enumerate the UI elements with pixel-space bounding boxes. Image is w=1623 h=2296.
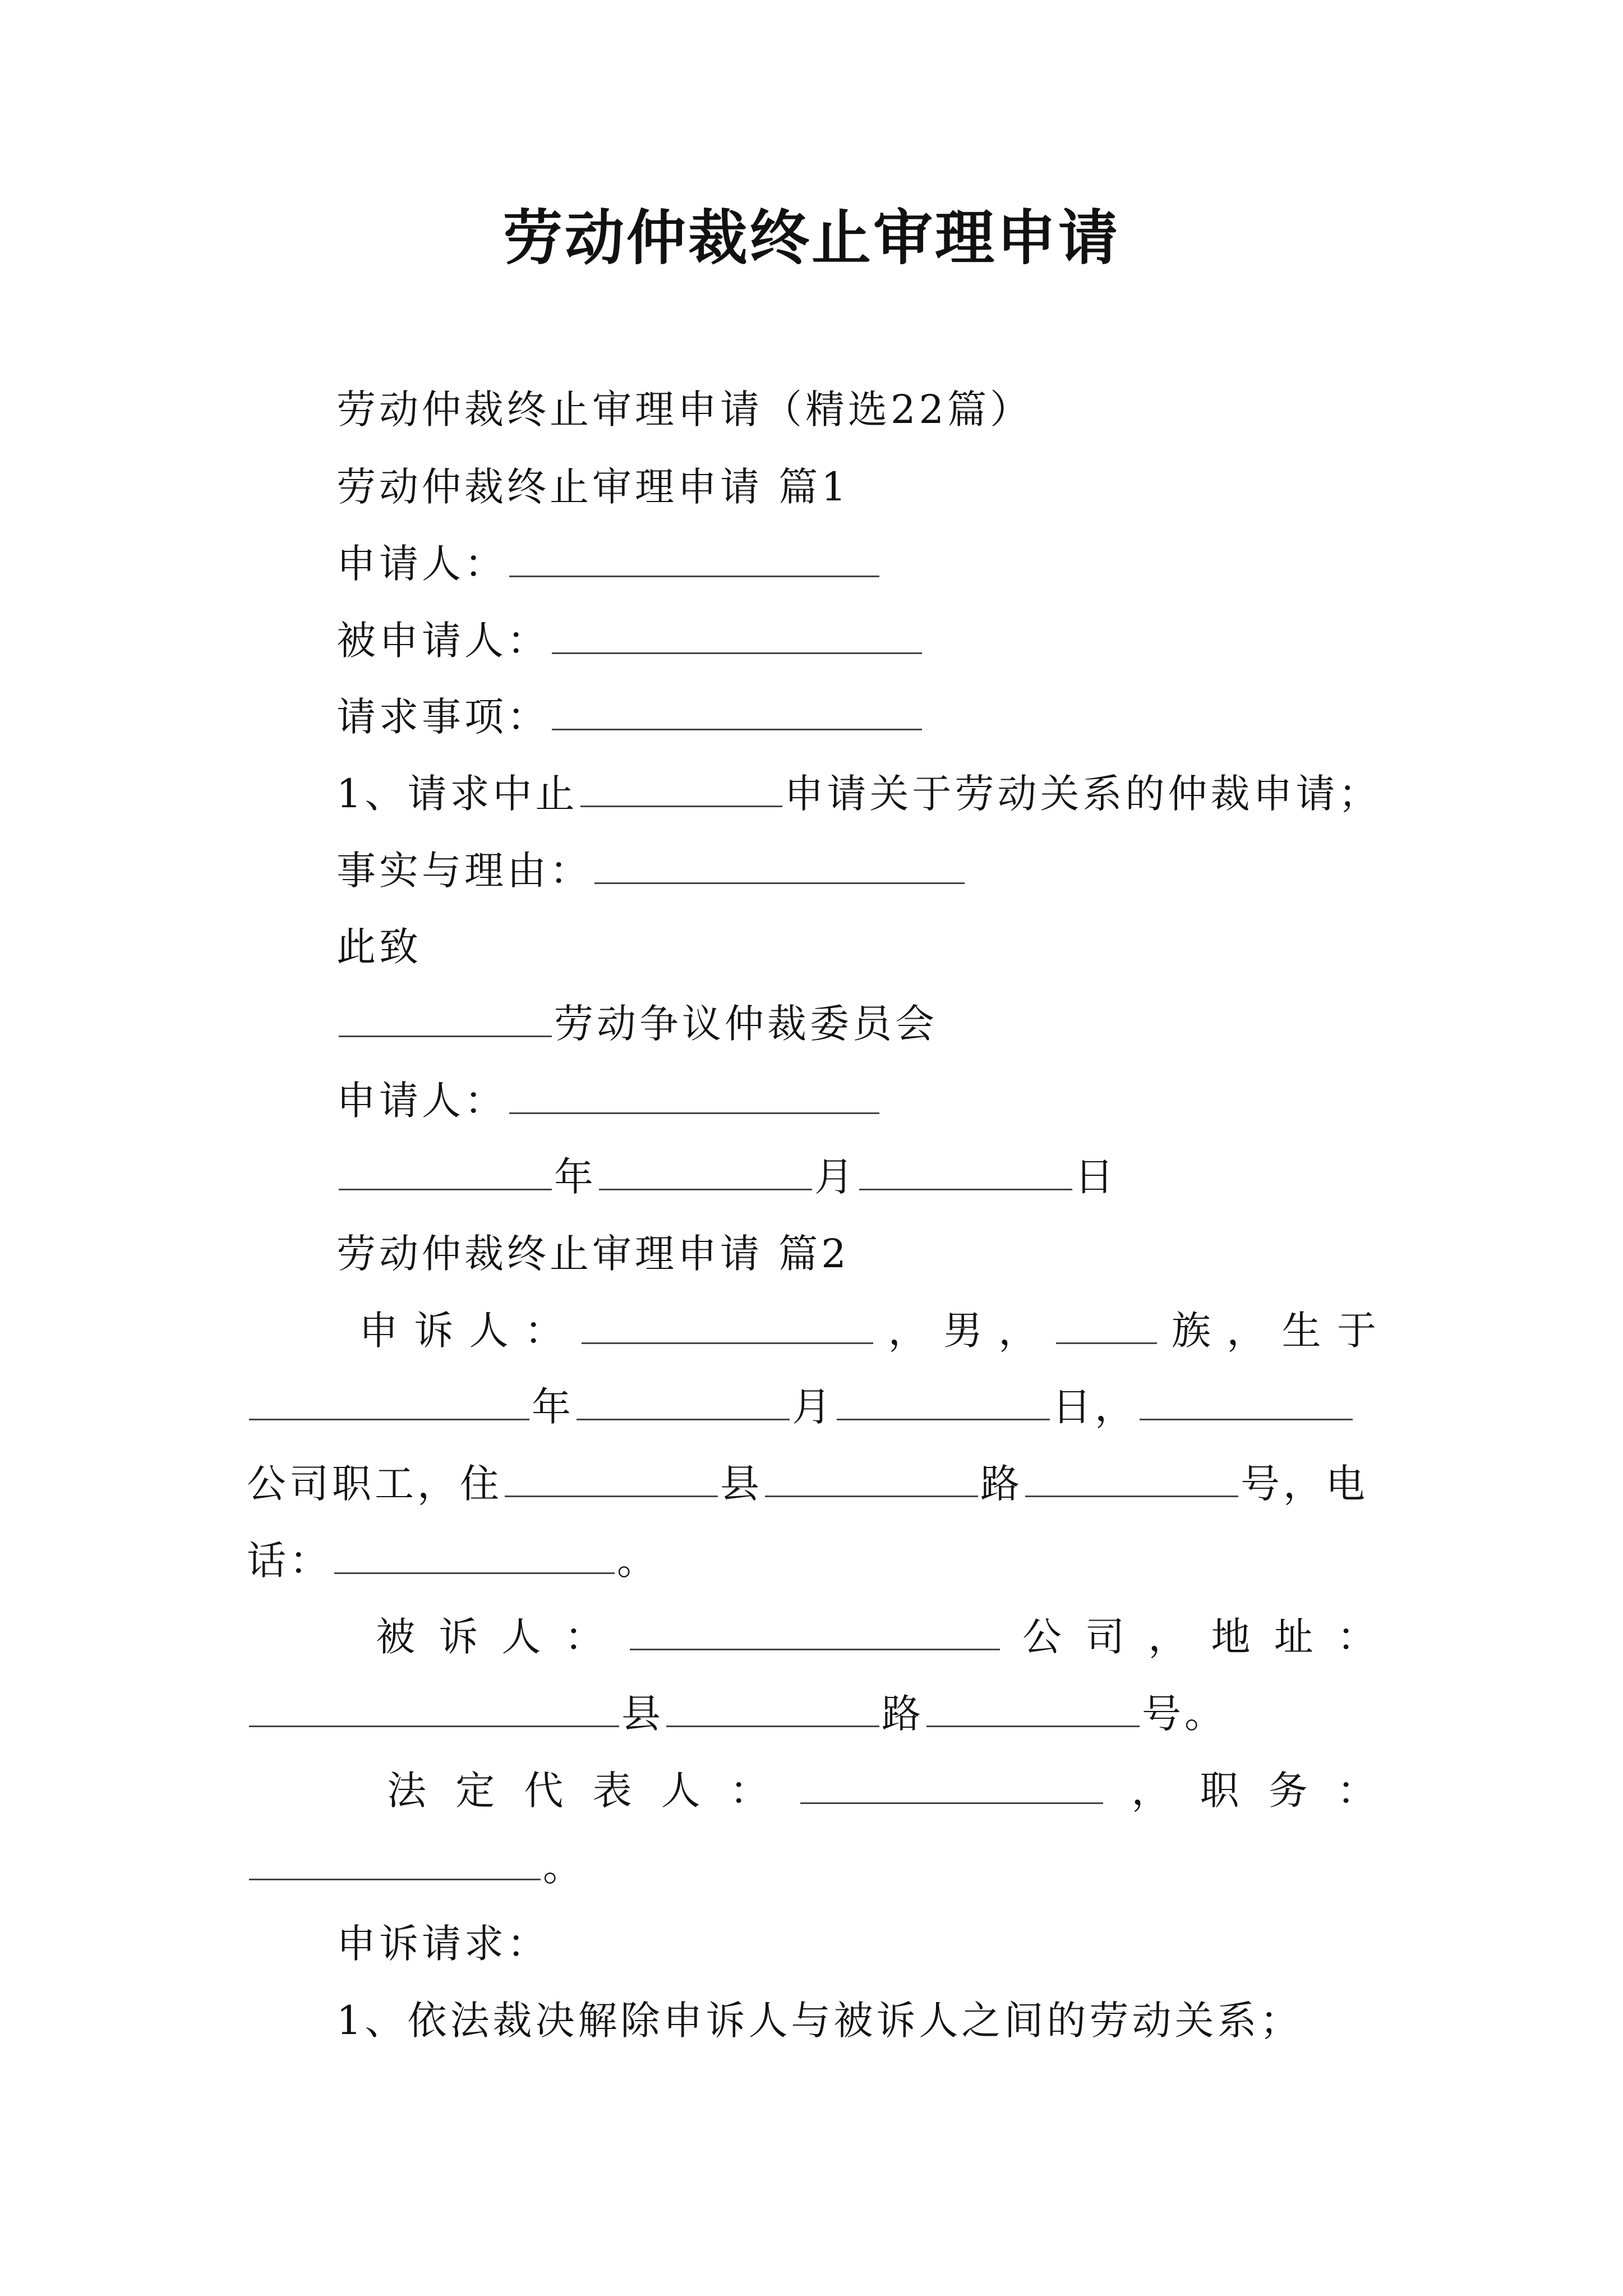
applicant-label: 申请人： — [336, 541, 507, 587]
phone-blank[interactable] — [334, 1533, 615, 1574]
day-blank[interactable] — [859, 1149, 1072, 1190]
request-line — [336, 689, 924, 745]
char: ： — [524, 1308, 567, 1354]
char: 职 — [1200, 1768, 1243, 1814]
year-blank[interactable] — [339, 1149, 552, 1190]
char: 地 — [1211, 1614, 1254, 1660]
char: 生 — [1281, 1308, 1325, 1354]
address-line — [247, 1456, 1368, 1512]
char: 表 — [592, 1768, 635, 1814]
claims-label: 申诉请求： — [336, 1921, 550, 1967]
committee-blank[interactable] — [339, 996, 552, 1037]
item1-blank[interactable] — [580, 766, 782, 807]
signer-line — [336, 1073, 882, 1129]
respondent-label: 被申请人： — [336, 618, 550, 664]
signer-label: 申请人： — [336, 1078, 507, 1124]
complainant-blank[interactable] — [582, 1303, 873, 1344]
position-line — [247, 1839, 585, 1895]
char: ： — [729, 1768, 772, 1814]
char: 日， — [1052, 1384, 1137, 1430]
char: 路 — [980, 1461, 1023, 1507]
road-blank[interactable] — [765, 1456, 978, 1497]
number-blank[interactable] — [1025, 1456, 1238, 1497]
applicant-blank[interactable] — [509, 536, 879, 577]
char: ： — [1336, 1768, 1380, 1814]
county-blank[interactable] — [505, 1456, 718, 1497]
gender: 男 — [943, 1308, 986, 1354]
committee-line — [336, 996, 938, 1052]
item1-prefix: 1、请求中止 — [336, 771, 578, 817]
char: 申 — [359, 1308, 402, 1354]
birth-year-blank[interactable] — [249, 1379, 529, 1420]
char: 公 — [1022, 1614, 1065, 1660]
char: 。 — [617, 1538, 660, 1584]
char: 代 — [524, 1768, 567, 1814]
char: 族 — [1171, 1308, 1214, 1354]
complainant-line — [359, 1303, 1380, 1359]
defendant-address-line — [247, 1686, 1227, 1742]
defendant-number-blank[interactable] — [926, 1686, 1140, 1727]
phone-line — [247, 1533, 660, 1589]
defendant-county-blank[interactable] — [249, 1686, 619, 1727]
item1-line — [336, 766, 1381, 822]
part1-heading: 劳动仲裁终止审理申请 篇1 — [336, 464, 850, 510]
char: 于 — [1336, 1308, 1380, 1354]
claim-1: 1、依法裁决解除申诉人与被诉人之间的劳动关系； — [336, 1998, 1303, 2044]
document-title: 劳动仲裁终止审理申请 — [503, 204, 1120, 273]
char: 公司职工，住 — [247, 1461, 502, 1507]
char: 司 — [1085, 1614, 1128, 1660]
day-label: 日 — [1075, 1154, 1117, 1200]
request-label: 请求事项： — [336, 694, 550, 740]
facts-label: 事实与理由： — [336, 848, 592, 894]
char: 县 — [621, 1691, 664, 1737]
char: ， — [888, 1308, 931, 1354]
respondent-blank[interactable] — [552, 613, 922, 654]
applicant-line — [336, 536, 882, 592]
char: ， — [1148, 1614, 1191, 1660]
ethnicity-blank[interactable] — [1056, 1303, 1157, 1344]
birth-month-blank[interactable] — [577, 1379, 790, 1420]
month-label: 月 — [814, 1154, 857, 1200]
char: ： — [564, 1614, 607, 1660]
char: 务 — [1268, 1768, 1311, 1814]
committee-label: 劳动争议仲裁委员会 — [554, 1001, 938, 1047]
greeting-line: 此致 — [336, 924, 422, 970]
representative-blank[interactable] — [800, 1763, 1103, 1804]
representative-line — [387, 1763, 1380, 1819]
char: 人 — [661, 1768, 704, 1814]
char: 号。 — [1142, 1691, 1227, 1737]
char: 定 — [455, 1768, 499, 1814]
char: 路 — [882, 1691, 924, 1737]
char: 法 — [387, 1768, 430, 1814]
char: 。 — [543, 1844, 585, 1890]
char: 诉 — [439, 1614, 482, 1660]
char: 诉 — [414, 1308, 457, 1354]
facts-blank[interactable] — [594, 843, 965, 884]
request-blank[interactable] — [552, 689, 922, 730]
defendant-line — [376, 1609, 1380, 1665]
birth-line — [247, 1379, 1355, 1435]
char: 人 — [469, 1308, 512, 1354]
month-blank[interactable] — [599, 1149, 812, 1190]
char: ， — [1227, 1308, 1270, 1354]
char: 县 — [720, 1461, 763, 1507]
char: 号，电 — [1241, 1461, 1368, 1507]
year-label: 年 — [554, 1154, 597, 1200]
char: 址 — [1274, 1614, 1317, 1660]
char: 年 — [532, 1384, 574, 1430]
facts-line — [336, 843, 967, 899]
char: ， — [1131, 1768, 1174, 1814]
char: 话： — [247, 1538, 332, 1584]
char: ， — [998, 1308, 1041, 1354]
char: ： — [1336, 1614, 1380, 1660]
date-line — [336, 1149, 1117, 1205]
char: 被 — [376, 1614, 418, 1660]
part2-heading: 劳动仲裁终止审理申请 篇2 — [336, 1231, 850, 1277]
signer-blank[interactable] — [509, 1073, 879, 1114]
item1-suffix: 申请关于劳动关系的仲裁申请； — [784, 771, 1381, 817]
birth-day-blank[interactable] — [837, 1379, 1050, 1420]
position-blank[interactable] — [249, 1839, 541, 1880]
char: 月 — [792, 1384, 834, 1430]
defendant-blank[interactable] — [630, 1609, 1000, 1650]
company-blank[interactable] — [1140, 1379, 1353, 1420]
defendant-road-blank[interactable] — [666, 1686, 879, 1727]
respondent-line — [336, 613, 924, 669]
intro-line: 劳动仲裁终止审理申请（精选22篇） — [336, 386, 1033, 432]
char: 人 — [501, 1614, 545, 1660]
